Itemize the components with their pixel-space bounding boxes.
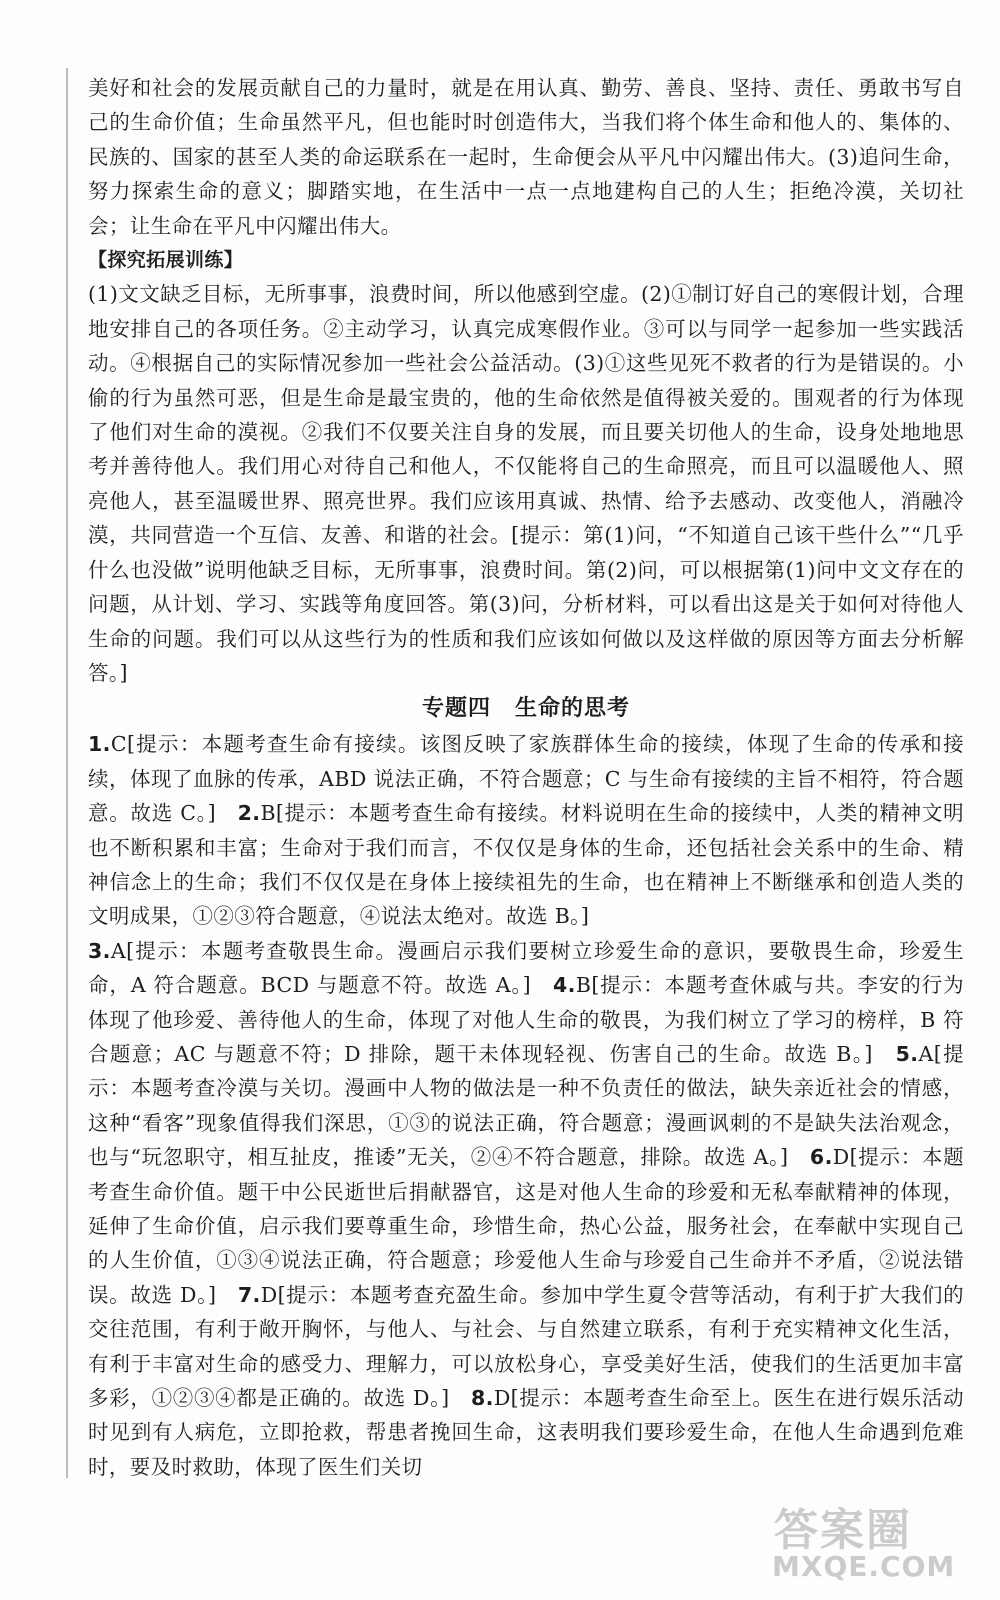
page-content <box>88 71 964 1484</box>
section-paragraph: (1)文文缺乏目标，无所事事，浪费时间，所以他感到空虚。(2)①制订好自己的寒假计划，合理地安排自己的各项任务。②主动学习，认真完成寒假作业。③可以与同学一起参加一些实践活动。④根据自己的实际情况参加一些社会公益活动。(3)①这些见死不救者的行为是错误的。小偷的行为虽然可恶，但是生命是最宝贵的，他的生命依然是值得被关爱的。围观者的行为体现了他们对生命的漠视。②我们不仅要关注自身的发展，而且要关切他人的生命，设身处地地思考并善待他人。我们用心对待自己和他人，不仅能将自己的生命照亮，而且可以温暖他人、照亮他人，甚至温暖世界、照亮世界。我们应该用真诚、热情、给予去感动、改变他人，消融冷漠，共同营造一个互信、友善、和谐的社会。[提示：第(1)问，“不知道自己该干些什么”“几乎什么也没做”说明他缺乏目标，无所事事，浪费时间。第(2)问，可以根据第(1)问中文文存在的问题，从计划、学习、实践等角度回答。第(3)问，分析材料，可以看出这是关于如何对待他人生命的问题。我们可以从这些行为的性质和我们应该如何做以及这样做的原因等方面去分析解答。] <box>88 282 964 685</box>
watermark-text: 答案圈 <box>774 1505 912 1556</box>
topic-title <box>88 690 964 727</box>
question-number: 3. <box>88 938 111 963</box>
question-number: 8. <box>470 1386 494 1411</box>
question-number: 4. <box>553 973 576 998</box>
topic-name: 生命的思考 <box>515 696 631 722</box>
question-number: 1. <box>88 732 111 757</box>
watermark-url: MXQE.COM <box>772 1550 956 1583</box>
answer-text: C[提示：本题考查生命有接续。该图反映了家族群体生命的接续，体现了生命的传承和接续，体现了血脉的传承，ABD 说法正确，不符合题意；C 与生命有接续的主旨不相符，符合题意。故选 C。] <box>88 732 964 826</box>
question-number: 5. <box>895 1041 919 1066</box>
watermark-logo <box>772 1494 982 1594</box>
answer-text: B[提示：本题考查休戚与共。李安的行为体现了他珍爱、善待他人的生命，体现了对他人生命的敬畏，为我们树立了学习的榜样，B 符合题意；AC 与题意不符；D 排除，题干未体现轻视、伤害自己的生命。故选 B。] <box>88 973 964 1066</box>
section-heading: 【探究拓展训练】 <box>88 249 244 272</box>
answer-text: A[提示：本题考查冷漠与关切。漫画中人物的做法是一种不负责任的做法，缺失亲近社会的情感，这种“看客”现象值得我们深思，①③的说法正确，符合题意；漫画讽刺的不是缺失法治观念，也与“玩忽职守，相互扯皮，推诿”无关，②④不符合题意，排除。故选 A。] <box>88 1041 964 1170</box>
answer-text: D[提示：本题考查生命价值。题干中公民逝世后捐献器官，这是对他人生命的珍爱和无私奉献精神的体现，延伸了生命价值，启示我们要尊重生命，珍惜生命，热心公益，服务社会，在奉献中实现自己的人生价值，①③④说法正确，符合题意；珍爱他人生命与珍爱自己生命并不矛盾，②说法错误。故选 D。] <box>88 1145 965 1307</box>
answer-text: A[提示：本题考查敬畏生命。漫画启示我们要树立珍爱生命的意识，要敬畏生命，珍爱生命，A 符合题意。BCD 与题意不符。故选 A。] <box>88 938 964 998</box>
topic-number: 专题四 <box>421 696 491 722</box>
answers-paragraph-1 <box>88 727 964 933</box>
question-number: 6. <box>809 1145 833 1170</box>
answer-text: D[提示：本题考查生命至上。医生在进行娱乐活动时见到有人病危，立即抢救，帮患者挽回生命，这表明我们要珍爱生命，在他人生命遇到危难时，要及时救助，体现了医生们关切 <box>88 1386 965 1479</box>
margin-rule <box>66 68 68 1478</box>
question-number: 2. <box>237 801 261 826</box>
intro-paragraph: 美好和社会的发展贡献自己的力量时，就是在用认真、勤劳、善良、坚持、责任、勇敢书写自己的生命价值；生命虽然平凡，但也能时时创造伟大，当我们将个体生命和他人的、集体的、民族的、国家的甚至人类的命运联系在一起时，生命便会从平凡中闪耀出伟大。(3)追问生命，努力探索生命的意义；脚踏实地，在生活中一点一点地建构自己的人生；拒绝冷漠，关切社会；让生命在平凡中闪耀出伟大。 <box>88 76 964 238</box>
answers-paragraph-2 <box>88 934 964 1485</box>
question-number: 7. <box>237 1282 261 1307</box>
answer-text: B[提示：本题考查生命有接续。材料说明在生命的接续中，人类的精神文明也不断积累和丰富；生命对于我们而言，不仅仅是身体的生命，还包括社会关系中的生命、精神信念上的生命；我们不仅仅是在身体上接续祖先的生命，也在精神上不断继承和创造人类的文明成果，①②③符合题意，④说法太绝对。故选 B。] <box>88 801 964 929</box>
answer-text: D[提示：本题考查充盈生命。参加中学生夏令营等活动，有利于扩大我们的交往范围，有利于敞开胸怀，与他人、与社会、与自然建立联系，有利于充实精神文化生活，有利于丰富对生命的感受力、理解力，可以放松身心，享受美好生活，使我们的生活更加丰富多彩，①②③④都是正确的。故选 D。] <box>88 1282 964 1411</box>
